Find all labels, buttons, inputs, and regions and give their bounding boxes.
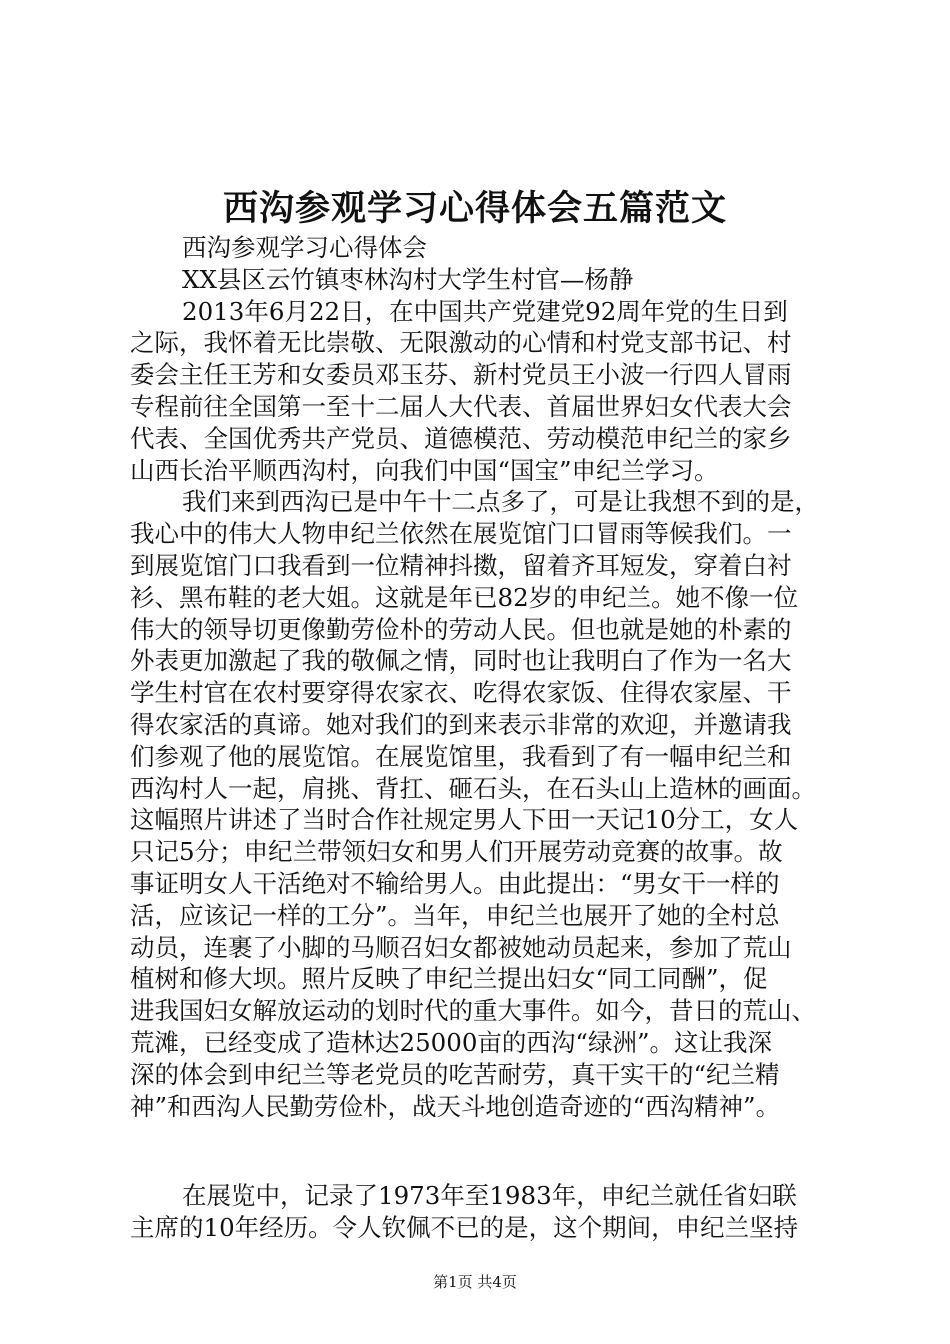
paragraph-line: 们参观了他的展览馆。在展览馆里，我看到了有一幅申纪兰和 <box>130 741 792 771</box>
paragraph-line: 伟大的领导切更像勤劳俭朴的劳动人民。但也就是她的朴素的 <box>130 614 792 644</box>
paragraph-line: 在展览中，记录了1973年至1983年，申纪兰就任省妇联 <box>182 1181 797 1211</box>
paragraph-line: 得农家活的真谛。她对我们的到来表示非常的欢迎，并邀请我 <box>130 709 792 739</box>
author-line: XX县区云竹镇枣林沟村大学生村官—杨静 <box>182 264 634 294</box>
document-subtitle: 西沟参观学习心得体会 <box>182 233 427 262</box>
paragraph-line: 动员，连裹了小脚的马顺召妇女都被她动员起来，参加了荒山 <box>130 932 792 962</box>
paragraph-line: 之际，我怀着无比崇敬、无限激动的心情和村党支部书记、村 <box>130 328 792 358</box>
paragraph-line: 专程前往全国第一至十二届人大代表、首届世界妇女代表大会 <box>130 391 792 421</box>
paragraph-line: 我们来到西沟已是中午十二点多了，可是让我想不到的是， <box>182 487 819 517</box>
paragraph-line: 衫、黑布鞋的老大姐。这就是年已82岁的申纪兰。她不像一位 <box>130 582 799 612</box>
paragraph-line: 到展览馆门口我看到一位精神抖擞，留着齐耳短发，穿着白衬 <box>130 550 792 580</box>
paragraph-line: 深的体会到申纪兰等老党员的吃苦耐劳，真干实干的“纪兰精 <box>130 1059 780 1089</box>
paragraph-line: 山西长治平顺西沟村，向我们中国“国宝”申纪兰学习。 <box>130 455 719 485</box>
paragraph-line: 学生村官在农村要穿得农家衣、吃得农家饭、住得农家屋、干 <box>130 678 792 708</box>
paragraph-line: 植树和修大坝。照片反映了申纪兰提出妇女“同工同酬”，促 <box>130 964 768 994</box>
paragraph-line: 西沟村人一起，肩挑、背扛、砸石头，在石头山上造林的画面。 <box>130 773 816 803</box>
paragraph-line: 只记5分；申纪兰带领妇女和男人们开展劳动竞赛的故事。故 <box>130 837 783 867</box>
paragraph-line: 主席的10年经历。令人钦佩不已的是，这个期间，申纪兰坚持 <box>130 1213 799 1243</box>
paragraph-line: 这幅照片讲述了当时合作社规定男人下田一天记10分工，女人 <box>130 805 799 835</box>
paragraph-line: 代表、全国优秀共产党员、道德模范、劳动模范申纪兰的家乡 <box>130 423 792 453</box>
page-number-footer: 第1页 共4页 <box>433 1273 517 1291</box>
paragraph-line: 进我国妇女解放运动的划时代的重大事件。如今，昔日的荒山、 <box>130 996 816 1026</box>
paragraph-line: 神”和西沟人民勤劳俭朴，战天斗地创造奇迹的“西沟精神”。 <box>130 1091 781 1121</box>
paragraph-line: 活，应该记一样的工分”。当年，申纪兰也展开了她的全村总 <box>130 900 780 930</box>
paragraph-line: 荒滩，已经变成了造林达25000亩的西沟“绿洲”。这让我深 <box>130 1027 772 1057</box>
paragraph-line: 事证明女人干活绝对不输给男人。由此提出：“男女干一样的 <box>130 868 780 898</box>
paragraph-line: 我心中的伟大人物申纪兰依然在展览馆门口冒雨等候我们。一 <box>130 519 792 549</box>
paragraph-line: 2013年6月22日，在中国共产党建党92周年党的生日到 <box>182 296 788 326</box>
document-title: 西沟参观学习心得体会五篇范文 <box>222 188 727 229</box>
document-body <box>130 232 830 1244</box>
paragraph-line: 委会主任王芳和女委员邓玉芬、新村党员王小波一行四人冒雨 <box>130 360 792 390</box>
paragraph-spacer <box>130 1122 830 1180</box>
paragraph-line: 外表更加激起了我的敬佩之情，同时也让我明白了作为一名大 <box>130 646 792 676</box>
